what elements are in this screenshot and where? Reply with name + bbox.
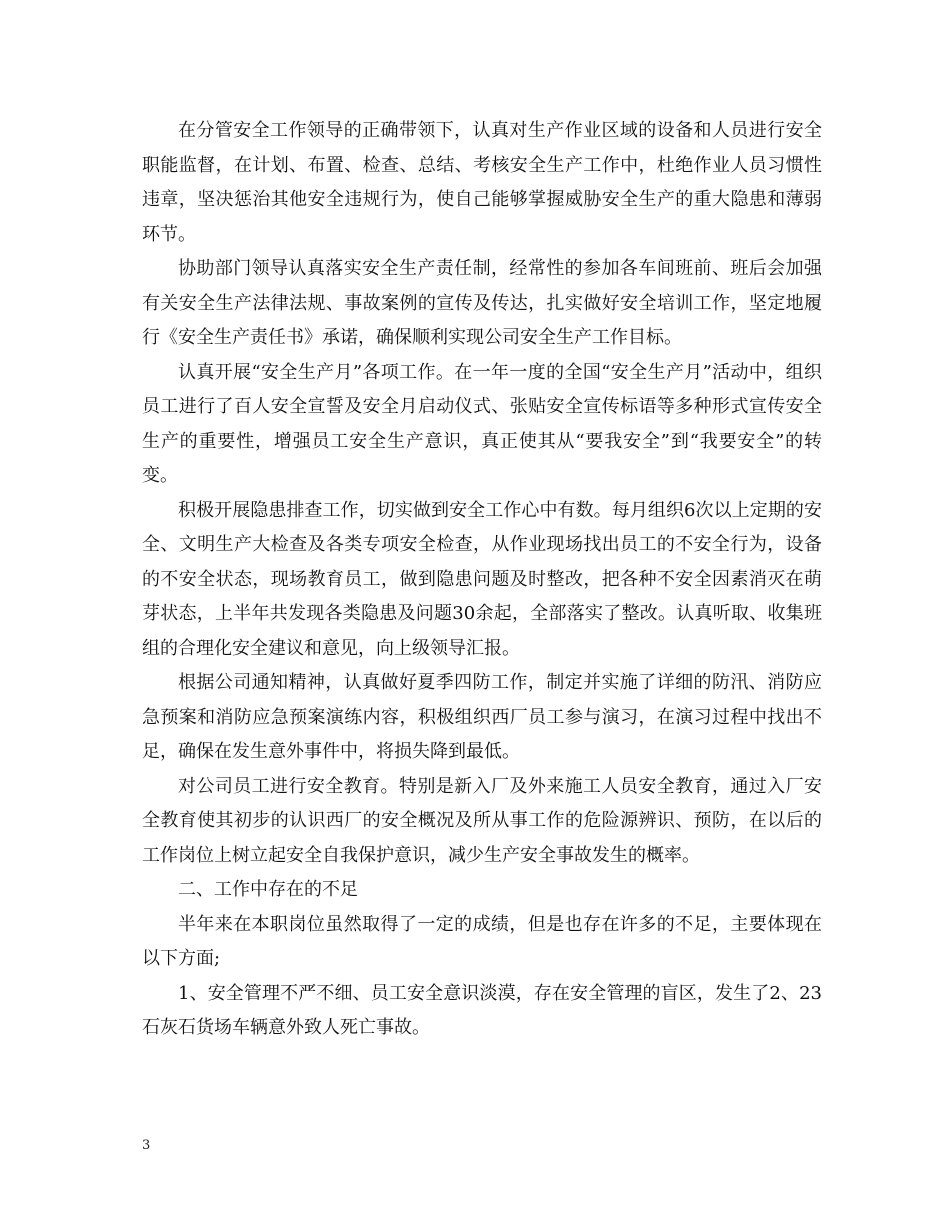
paragraph-shortcomings-intro: 半年来在本职岗位虽然取得了一定的成绩，但是也存在许多的不足，主要体现在以下方面; bbox=[142, 913, 822, 969]
section-heading-shortcomings: 二、工作中存在的不足 bbox=[178, 879, 358, 900]
paragraph-responsibility: 协助部门领导认真落实安全生产责任制，经常性的参加各车间班前、班后会加强有关安全生产法律法规、事故案例的宣传及传达，扎实做好安全培训工作，坚定地履行《安全生产责任书》承诺，确保顺利实现公司安全生产工作目标。 bbox=[142, 258, 822, 348]
paragraph-safety-month: 认真开展“安全生产月”各项工作。在一年一度的全国“安全生产月”活动中，组织员工进行了百人安全宣誓及安全月启动仪式、张贴安全宣传标语等多种形式宣传安全生产的重要性，增强员工安全生产意识，真正使其从“要我安全”到“我要安全”的转变。 bbox=[142, 361, 822, 486]
page-number: 3 bbox=[142, 1138, 151, 1153]
paragraph-hazard-inspection: 积极开展隐患排查工作，切实做到安全工作心中有数。每月组织6次以上定期的安全、文明生产大检查及各类专项安全检查，从作业现场找出员工的不安全行为，设备的不安全状态，现场教育员工，做到隐患问题及时整改，把各种不安全因素消灭在萌芽状态，上半年共发现各类隐患及问题30余起，全部落实了整改。认真听取、收集班组的合理化安全建议和意见，向上级领导汇报。 bbox=[142, 499, 822, 659]
paragraph-summer-prevention: 根据公司通知精神，认真做好夏季四防工作，制定并实施了详细的防汛、消防应急预案和消防应急预案演练内容，积极组织西厂员工参与演习，在演习过程中找出不足，确保在发生意外事件中，将损失降到最低。 bbox=[142, 672, 822, 762]
document-body bbox=[142, 114, 822, 1046]
list-item-shortcoming-1: 1、安全管理不严不细、员工安全意识淡漠，存在安全管理的盲区，发生了2、23石灰石货场车辆意外致人死亡事故。 bbox=[142, 982, 822, 1038]
paragraph-supervision: 在分管安全工作领导的正确带领下，认真对生产作业区域的设备和人员进行安全职能监督，在计划、布置、检查、总结、考核安全生产工作中，杜绝作业人员习惯性违章，坚决惩治其他安全违规行为，使自己能够掌握威胁安全生产的重大隐患和薄弱环节。 bbox=[142, 120, 822, 245]
paragraph-safety-education: 对公司员工进行安全教育。特别是新入厂及外来施工人员安全教育，通过入厂安全教育使其初步的认识西厂的安全概况及所从事工作的危险源辨识、预防，在以后的工作岗位上树立起安全自我保护意识，减少生产安全事故发生的概率。 bbox=[142, 775, 822, 866]
